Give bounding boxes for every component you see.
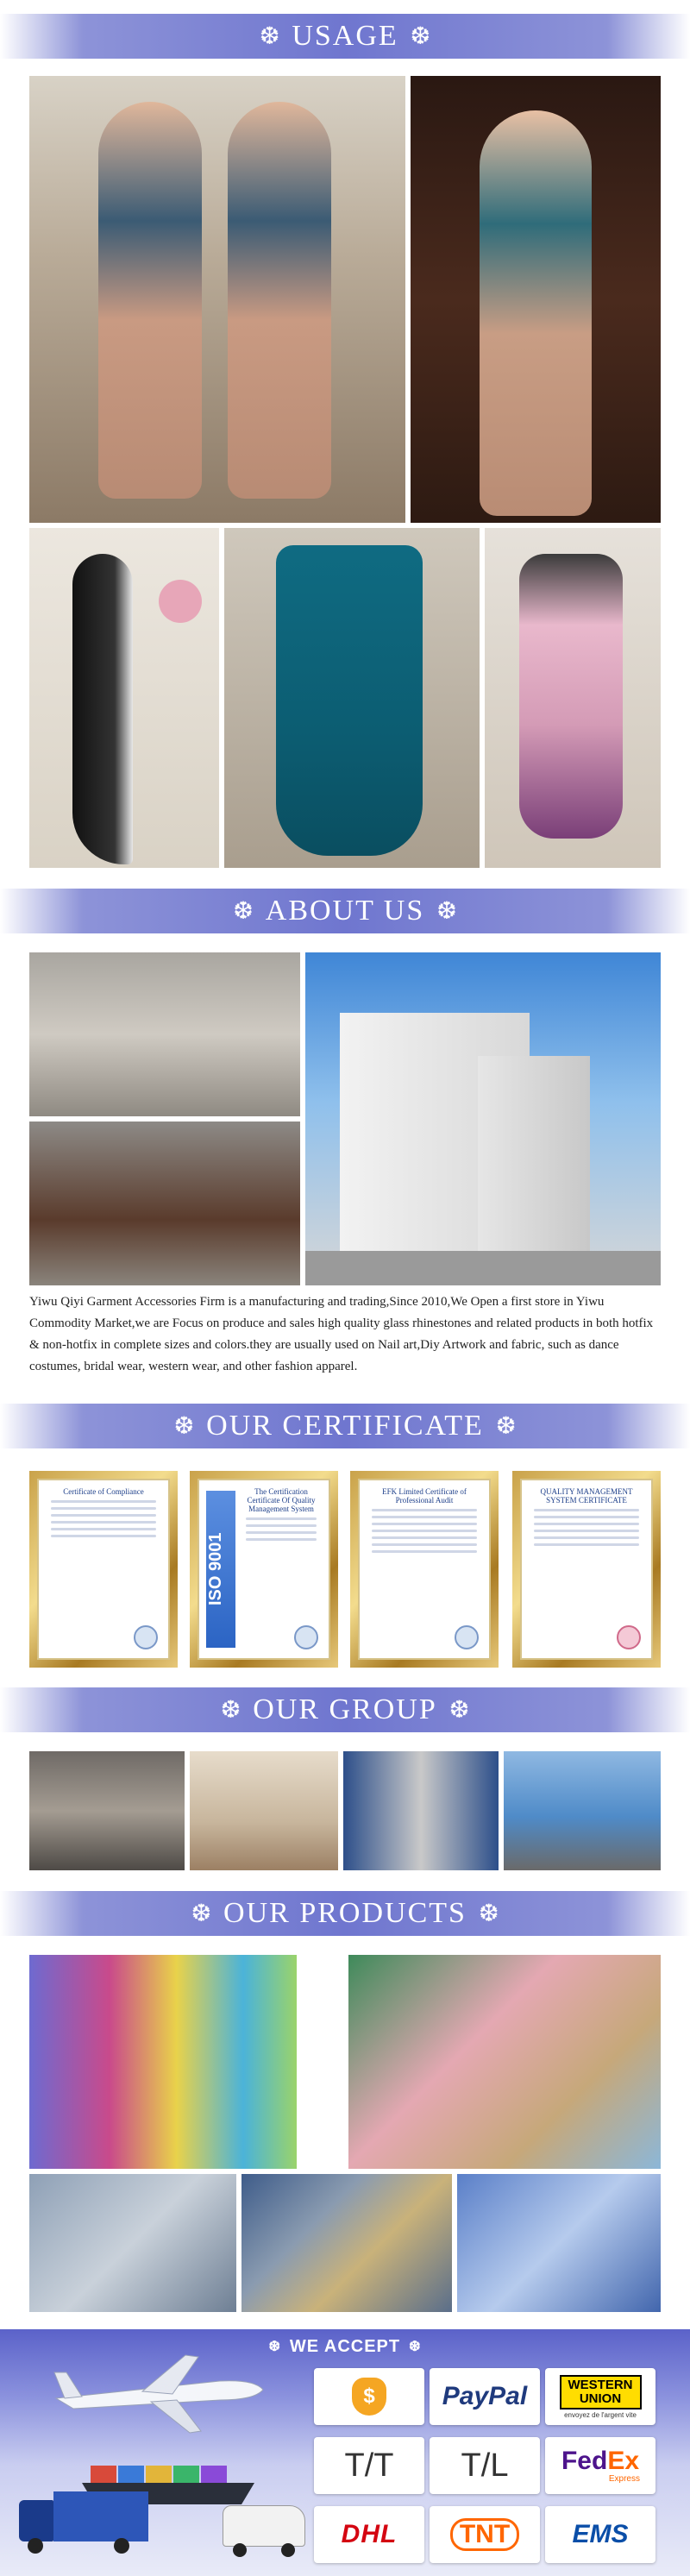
about-title: ABOUT US bbox=[265, 895, 425, 927]
paypal-label: PayPal bbox=[442, 2382, 528, 2410]
tl-label: T/L bbox=[461, 2447, 509, 2484]
money-icon: $ bbox=[352, 2378, 386, 2416]
seal-icon bbox=[455, 1625, 479, 1649]
ems-logo bbox=[545, 2506, 656, 2563]
about-description: Yiwu Qiyi Garment Accessories Firm is a manufacturing and trading,Since 2010,We Open a first store in Yiwu Commodity Market,we are Focus on produce and sales high quality glass rhinestones and related products in both hotfix & non-hotfix in complete sizes and colors.they are usually used on Nail art,Diy Artwork and fabric, such as dance costumes, bridal wear, western wear, and other fashion apparel. bbox=[29, 1295, 654, 1373]
products-photo-rhinestone-spools bbox=[29, 1955, 297, 2169]
certificate-heading: QUALITY MANAGEMENT SYSTEM CERTIFICATE bbox=[540, 1487, 633, 1505]
snowflake-icon: ❆ bbox=[478, 1901, 499, 1927]
western-union-sub: envoyez de l'argent vite bbox=[564, 2410, 637, 2419]
dhl-logo bbox=[314, 2506, 424, 2563]
group-photo-team-table bbox=[190, 1751, 338, 1870]
seal-icon bbox=[617, 1625, 641, 1649]
certificate-title: OUR CERTIFICATE bbox=[206, 1410, 484, 1442]
western-union-logo bbox=[545, 2368, 656, 2425]
snowflake-icon: ❆ bbox=[409, 2340, 422, 2354]
certificate-heading: Certificate of Compliance bbox=[63, 1487, 144, 1496]
truck-icon bbox=[19, 2491, 148, 2552]
van-icon bbox=[223, 2505, 305, 2559]
about-photo-building bbox=[305, 952, 661, 1285]
usage-photo-single-dancer bbox=[411, 76, 661, 523]
tnt-label: TNT bbox=[450, 2518, 519, 2551]
group-photo-office bbox=[29, 1751, 185, 1870]
tt-logo bbox=[314, 2437, 424, 2494]
about-photo-warehouse bbox=[29, 952, 300, 1116]
products-title: OUR PRODUCTS bbox=[223, 1897, 467, 1929]
certificate-heading: The Certification Certificate Of Quality Management System bbox=[247, 1487, 316, 1513]
tl-logo bbox=[430, 2437, 540, 2494]
snowflake-icon: ❆ bbox=[173, 1413, 195, 1440]
snowflake-icon: ❆ bbox=[259, 23, 280, 50]
group-photo-staff bbox=[504, 1751, 661, 1870]
fedex-sub: Express bbox=[608, 2473, 640, 2484]
about-banner bbox=[0, 889, 690, 933]
usage-title: USAGE bbox=[292, 20, 398, 52]
usage-photo-teal-leotard bbox=[224, 528, 480, 868]
fedex-ex: Ex bbox=[607, 2446, 640, 2475]
snowflake-icon: ❆ bbox=[268, 2340, 281, 2354]
usage-photo-black-gown bbox=[29, 528, 219, 868]
tnt-logo bbox=[430, 2506, 540, 2563]
snowflake-icon: ❆ bbox=[191, 1901, 212, 1927]
snowflake-icon: ❆ bbox=[233, 898, 254, 925]
tt-label: T/T bbox=[344, 2447, 394, 2484]
seal-icon bbox=[294, 1625, 318, 1649]
seal-icon bbox=[134, 1625, 158, 1649]
products-photo-mixed-stones bbox=[242, 2174, 452, 2312]
snowflake-icon: ❆ bbox=[495, 1413, 517, 1440]
group-banner bbox=[0, 1687, 690, 1732]
snowflake-icon: ❆ bbox=[448, 1697, 470, 1724]
fedex-logo bbox=[545, 2437, 656, 2494]
ems-label: EMS bbox=[572, 2520, 629, 2548]
paypal-logo bbox=[430, 2368, 540, 2425]
products-photo-silver-bags bbox=[29, 2174, 236, 2312]
usage-photo-pink-leotard bbox=[485, 528, 661, 868]
snowflake-icon: ❆ bbox=[436, 898, 457, 925]
certificate-heading: EFK Limited Certificate of Professional Audit bbox=[382, 1487, 467, 1505]
certificate-banner bbox=[0, 1404, 690, 1448]
western-union-top: WESTERN bbox=[568, 2377, 633, 2392]
dhl-label: DHL bbox=[341, 2520, 398, 2548]
snowflake-icon: ❆ bbox=[410, 23, 431, 50]
certificate-iso9001 bbox=[190, 1471, 338, 1668]
accept-title: WE ACCEPT bbox=[289, 2336, 401, 2356]
money-bag-logo bbox=[314, 2368, 424, 2425]
airplane-icon bbox=[47, 2347, 272, 2441]
snowflake-icon: ❆ bbox=[220, 1697, 242, 1724]
certificate-compliance bbox=[29, 1471, 178, 1668]
certificate-quality bbox=[512, 1471, 661, 1668]
about-photo-shelves bbox=[29, 1122, 300, 1285]
certificate-audit bbox=[350, 1471, 499, 1668]
products-banner bbox=[0, 1891, 690, 1936]
fedex-fed: Fed bbox=[561, 2446, 608, 2475]
group-photo-warehouse bbox=[343, 1751, 499, 1870]
group-title: OUR GROUP bbox=[253, 1693, 437, 1725]
usage-banner bbox=[0, 14, 690, 59]
iso-badge: ISO 9001 bbox=[206, 1491, 235, 1648]
products-photo-blue-stones bbox=[457, 2174, 661, 2312]
western-union-bottom: UNION bbox=[579, 2391, 622, 2406]
products-photo-rhinestone-bags bbox=[348, 1955, 661, 2169]
usage-photo-two-dancers bbox=[29, 76, 405, 523]
